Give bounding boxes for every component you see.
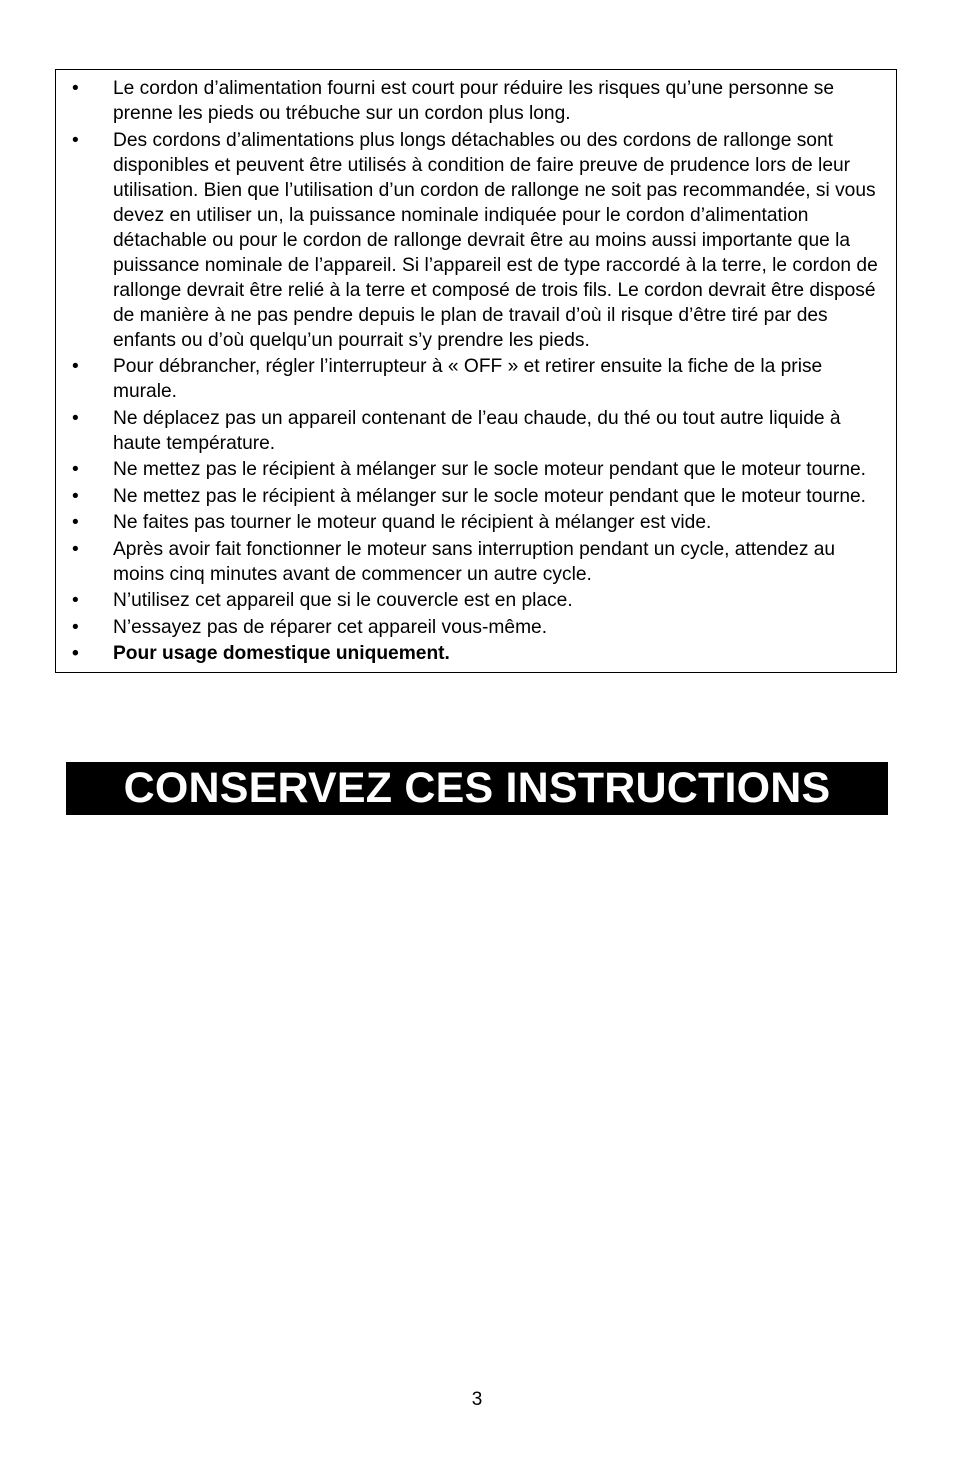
list-item — [72, 615, 880, 640]
list-item — [72, 537, 880, 587]
page-number: 3 — [471, 1389, 483, 1410]
bullet-icon: • — [72, 538, 79, 560]
list-item — [72, 406, 880, 456]
bullet-icon: • — [72, 590, 79, 611]
list-item-text: N’utilisez cet appareil que si le couvercle est en place. — [113, 590, 573, 611]
bullet-icon: • — [72, 356, 79, 377]
bullet-icon: • — [72, 78, 79, 99]
list-item-text: Pour usage domestique uniquement. — [113, 643, 450, 664]
bullet-icon: • — [72, 407, 79, 429]
bullet-icon: • — [72, 485, 79, 507]
safety-instructions-box — [55, 69, 897, 673]
bullet-icon: • — [72, 512, 79, 533]
list-item-text: N’essayez pas de réparer cet appareil vous-même. — [113, 616, 548, 638]
list-item-text: Pour débrancher, régler l’interrupteur à « OFF » et retirer ensuite la fiche de la prise murale. — [113, 356, 823, 402]
list-item-text: Le cordon d’alimentation fourni est court pour réduire les risques qu’une personne se prenne les pieds ou trébuche sur un cordon plus long. — [113, 78, 835, 124]
save-instructions-banner: CONSERVEZ CES INSTRUCTIONS — [66, 762, 888, 815]
list-item-text: Après avoir fait fonctionner le moteur sans interruption pendant un cycle, attendez au moins cinq minutes avant de commencer un autre cycle. — [113, 538, 836, 585]
list-item — [72, 484, 880, 509]
bullet-icon: • — [72, 616, 79, 638]
list-item — [72, 510, 880, 535]
bullet-icon: • — [72, 643, 79, 664]
list-item — [72, 128, 880, 353]
list-item-household-use — [72, 641, 880, 666]
list-item — [72, 76, 880, 126]
list-item — [72, 457, 880, 482]
list-item-text: Des cordons d’alimentations plus longs détachables ou des cordons de rallonge sont disponibles et peuvent être utilisés à condition de faire preuve de prudence lors de leur utilisation. Bien que l’utilisation d’un cordon de rallonge ne soit pas recommandée, si vous devez en utiliser un, la puissance nominale indiquée pour le cordon d’alimentation détachable ou pour le cordon de rallonge devrait être au moins aussi importante que la puissance nominale de l’appareil. Si l’appareil est de type raccordé à la terre, le cordon de rallonge devrait être relié à la terre et composé de trois fils. Le cordon devrait être disposé de manière à ne pas pendre depuis le plan de travail d’où il risque d’être tiré par des enfants ou d’où quelqu’un pourrait s’y prendre les pieds. — [113, 129, 878, 351]
bullet-icon: • — [72, 129, 79, 151]
bullet-icon: • — [72, 459, 79, 480]
list-item-text: Ne faites pas tourner le moteur quand le récipient à mélanger est vide. — [113, 512, 712, 533]
list-item-text: Ne mettez pas le récipient à mélanger sur le socle moteur pendant que le moteur tourne. — [113, 459, 866, 480]
safety-instructions-list — [72, 76, 880, 666]
list-item — [72, 588, 880, 613]
list-item-text: Ne déplacez pas un appareil contenant de l’eau chaude, du thé ou tout autre liquide à haute température. — [113, 407, 841, 454]
list-item — [72, 354, 880, 404]
list-item-text: Ne mettez pas le récipient à mélanger sur le socle moteur pendant que le moteur tourne. — [113, 485, 866, 507]
